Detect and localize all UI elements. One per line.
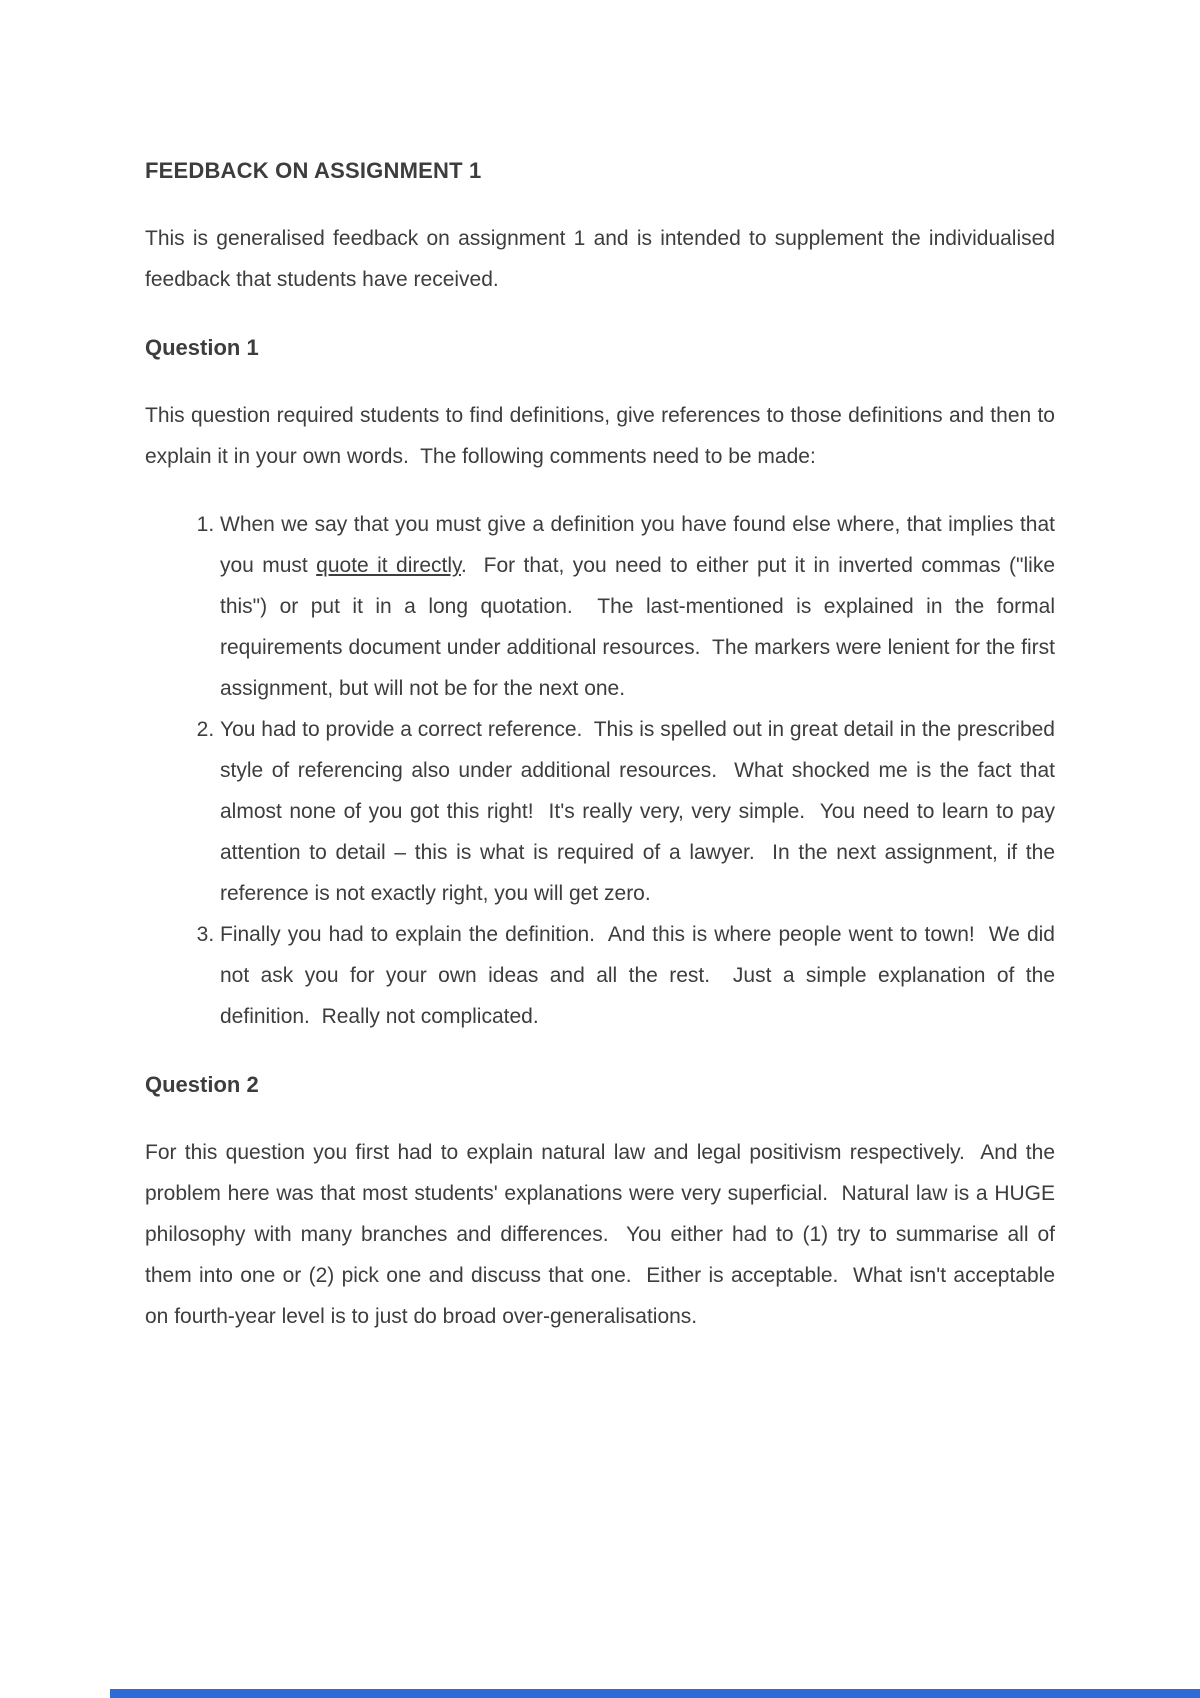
question-1-list (145, 504, 1061, 1037)
intro-paragraph: This is generalised feedback on assignment 1 and is intended to supplement the individualised feedback that students have received. (145, 227, 1061, 291)
list-item-2 (220, 709, 1061, 914)
list-item-3 (220, 914, 1061, 1037)
bottom-blue-bar (110, 1689, 1200, 1698)
list-item-2-text: You had to provide a correct reference. This is spelled out in great detail in the prescribed style of referencing also under additional resources. What shocked me is the fact that almost none of you got this right! It's really very, very simple. You need to learn to pay attention to detail – this is what is required of a lawyer. In the next assignment, if the reference is not exactly right, you will get zero. (220, 718, 1061, 905)
question-1-heading: Question 1 (145, 335, 259, 360)
document-title: FEEDBACK ON ASSIGNMENT 1 (145, 158, 482, 183)
list-item-1-underlined-text: quote it directly (316, 554, 461, 577)
list-item-1 (220, 504, 1061, 709)
question-2-paragraph: For this question you first had to explain natural law and legal positivism respectively. And the problem here was that most students' explanations were very superficial. Natural law is a HUGE philosophy with many branches and differences. You either had to (1) try to summarise all of them into one or (2) pick one and discuss that one. Either is acceptable. What isn't acceptable on fourth-year level is to just do broad over-generalisations. (145, 1141, 1061, 1328)
list-item-1-text-after: . For that, you need to either put it in inverted commas ("like this") or put it in a long quotation. The last-mentioned is explained in the formal requirements document under additional resources. The markers were lenient for the first assignment, but will not be for the next one. (220, 554, 1061, 700)
list-item-3-text: Finally you had to explain the definition. And this is where people went to town! We did not ask you for your own ideas and all the rest. Just a simple explanation of the definition. Really not complicated. (220, 923, 1061, 1028)
list-item-1-text: When we say that you must give a definition you have found else where, that implies that you must (220, 513, 1061, 577)
question-1-intro: This question required students to find definitions, give references to those definitions and then to explain it in your own words. The following comments need to be made: (145, 404, 1061, 468)
question-2-heading: Question 2 (145, 1072, 259, 1097)
